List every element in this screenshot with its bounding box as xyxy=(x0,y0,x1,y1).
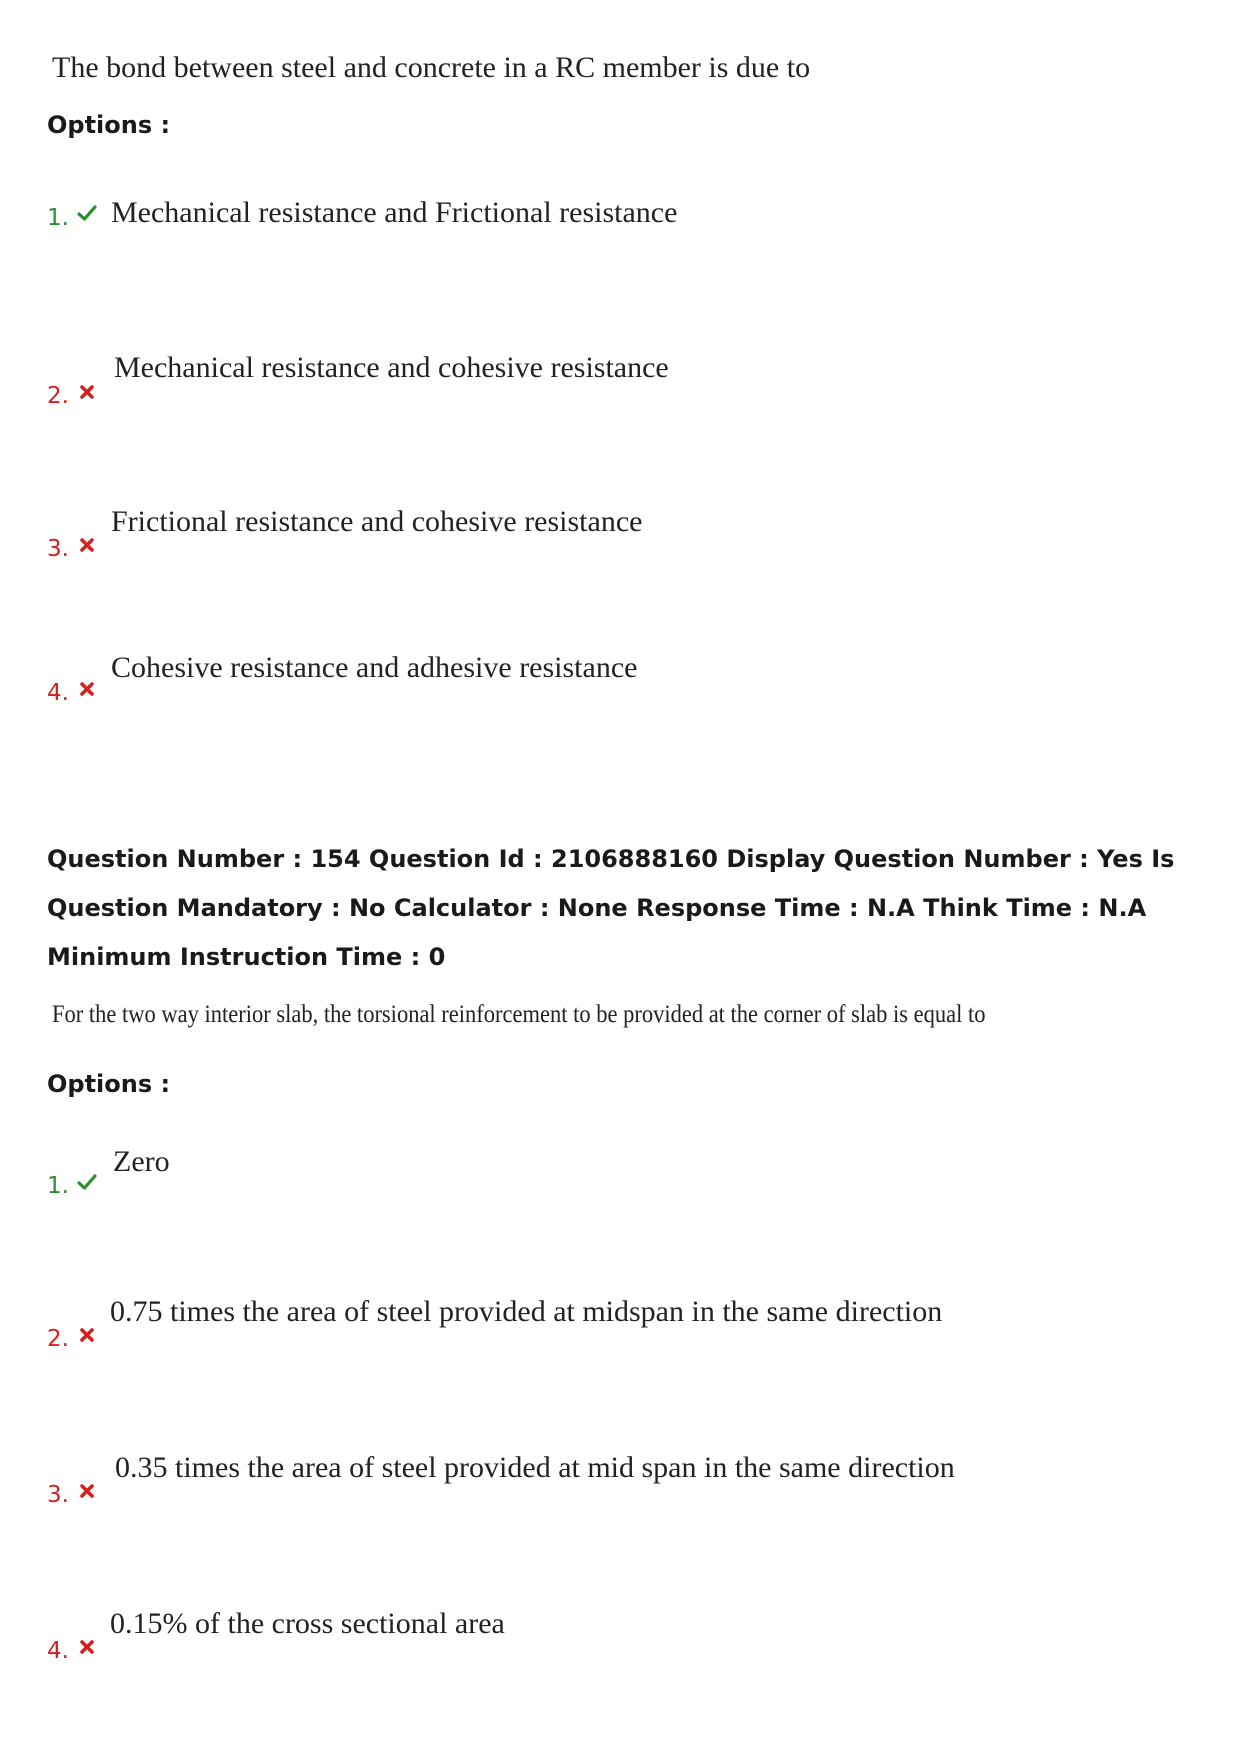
cross-icon xyxy=(77,1325,97,1345)
cross-icon xyxy=(77,1481,97,1501)
option-text: 0.15% of the cross sectional area xyxy=(110,1607,505,1640)
option-text: 0.35 times the area of steel provided at mid span in the same direction xyxy=(115,1451,955,1484)
option-text: Mechanical resistance and cohesive resistance xyxy=(114,351,669,384)
option-number: 3. xyxy=(47,1482,69,1508)
option-number: 4. xyxy=(47,680,69,706)
question-stem: The bond between steel and concrete in a RC member is due to xyxy=(52,51,811,84)
option-number: 3. xyxy=(47,536,69,562)
option-number: 4. xyxy=(47,1638,69,1664)
option-number: 1. xyxy=(47,1173,69,1199)
question-meta: Question Number : 154 Question Id : 2106888160 Display Question Number : Yes Is Question Mandatory : No Calculator : None Response Time : N.A Think Time : N.A Minimum Instruction Time : 0 xyxy=(47,845,1175,971)
question-stem: For the two way interior slab, the torsional reinforcement to be provided at the corner of slab is equal to xyxy=(52,1001,986,1028)
option-text: Zero xyxy=(113,1145,170,1178)
option-text: 0.75 times the area of steel provided at midspan in the same direction xyxy=(110,1295,943,1328)
option-number: 2. xyxy=(47,1326,69,1352)
check-icon xyxy=(77,1172,97,1192)
option-text: Mechanical resistance and Frictional resistance xyxy=(111,196,678,229)
option-text: Cohesive resistance and adhesive resistance xyxy=(111,651,638,684)
cross-icon xyxy=(77,1637,97,1657)
check-icon xyxy=(77,203,97,223)
cross-icon xyxy=(77,679,97,699)
option-number: 2. xyxy=(47,383,69,409)
options-label: Options : xyxy=(47,1070,171,1098)
option-number: 1. xyxy=(47,205,69,231)
options-label: Options : xyxy=(47,111,171,139)
option-text: Frictional resistance and cohesive resistance xyxy=(111,505,643,538)
cross-icon xyxy=(77,382,97,402)
cross-icon xyxy=(77,535,97,555)
